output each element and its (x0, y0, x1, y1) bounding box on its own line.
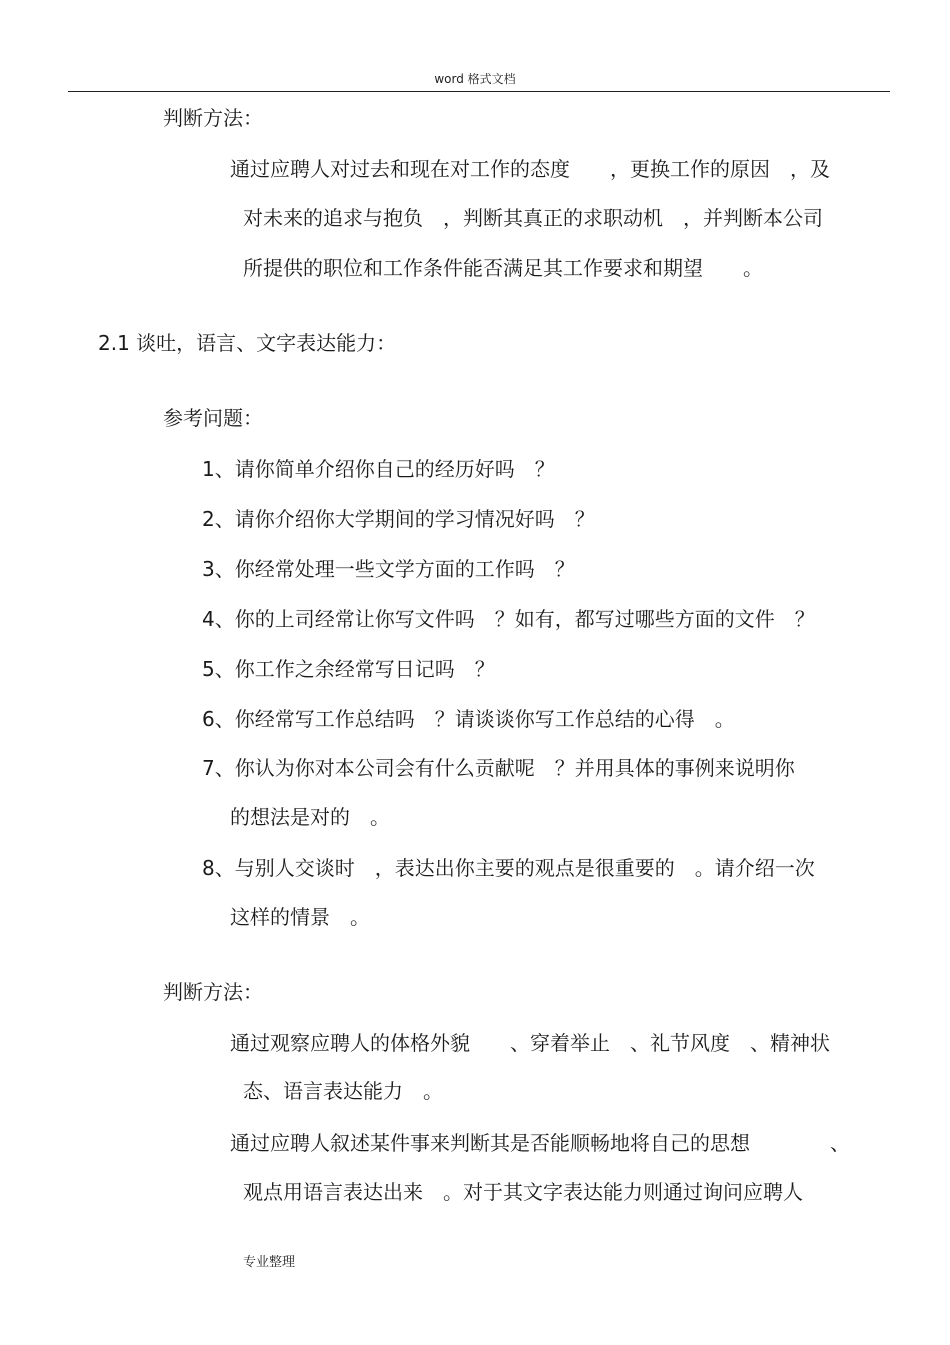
header-divider (68, 91, 890, 92)
paragraph-line: 通过观察应聘人的体格外貌 、穿着举止 、礼节风度 、精神状 (230, 1031, 830, 1055)
section-heading-judgement-2: 判断方法： (163, 980, 263, 1004)
list-item: 2、请你介绍你大学期间的学习情况好吗 ？ (202, 507, 595, 531)
list-item-continuation: 的想法是对的 。 (230, 805, 390, 829)
section-heading-judgement-1: 判断方法： (163, 106, 263, 130)
section-heading-questions: 参考问题： (163, 406, 263, 430)
list-item: 5、你工作之余经常写日记吗 ？ (202, 657, 495, 681)
section-heading-2-1: 2.1 谈吐，语言、文字表达能力： (98, 331, 397, 355)
paragraph-line: 通过应聘人叙述某件事来判断其是否能顺畅地将自己的思想 、 (230, 1131, 850, 1155)
list-item: 4、你的上司经常让你写文件吗 ？如有，都写过哪些方面的文件 ？ (202, 607, 815, 631)
paragraph-line: 所提供的职位和工作条件能否满足其工作要求和期望 。 (243, 256, 763, 280)
paragraph-line: 观点用语言表达出来 。对于其文字表达能力则通过询问应聘人 (243, 1180, 803, 1204)
list-item: 7、你认为你对本公司会有什么贡献呢 ？并用具体的事例来说明你 (202, 756, 795, 780)
list-item: 1、请你简单介绍你自己的经历好吗 ？ (202, 457, 555, 481)
paragraph-line: 态、语言表达能力 。 (243, 1079, 443, 1103)
list-item: 6、你经常写工作总结吗 ？请谈谈你写工作总结的心得 。 (202, 707, 735, 731)
list-item: 8、与别人交谈时 ，表达出你主要的观点是很重要的 。请介绍一次 (202, 856, 815, 880)
page-header: word 格式文档 (434, 72, 516, 86)
paragraph-line: 通过应聘人对过去和现在对工作的态度 ，更换工作的原因 ，及 (230, 157, 830, 181)
paragraph-line: 对未来的追求与抱负 ，判断其真正的求职动机 ，并判断本公司 (243, 206, 823, 230)
page-footer: 专业整理 (243, 1255, 296, 1270)
list-item-continuation: 这样的情景 。 (230, 905, 370, 929)
list-item: 3、你经常处理一些文学方面的工作吗 ？ (202, 557, 575, 581)
